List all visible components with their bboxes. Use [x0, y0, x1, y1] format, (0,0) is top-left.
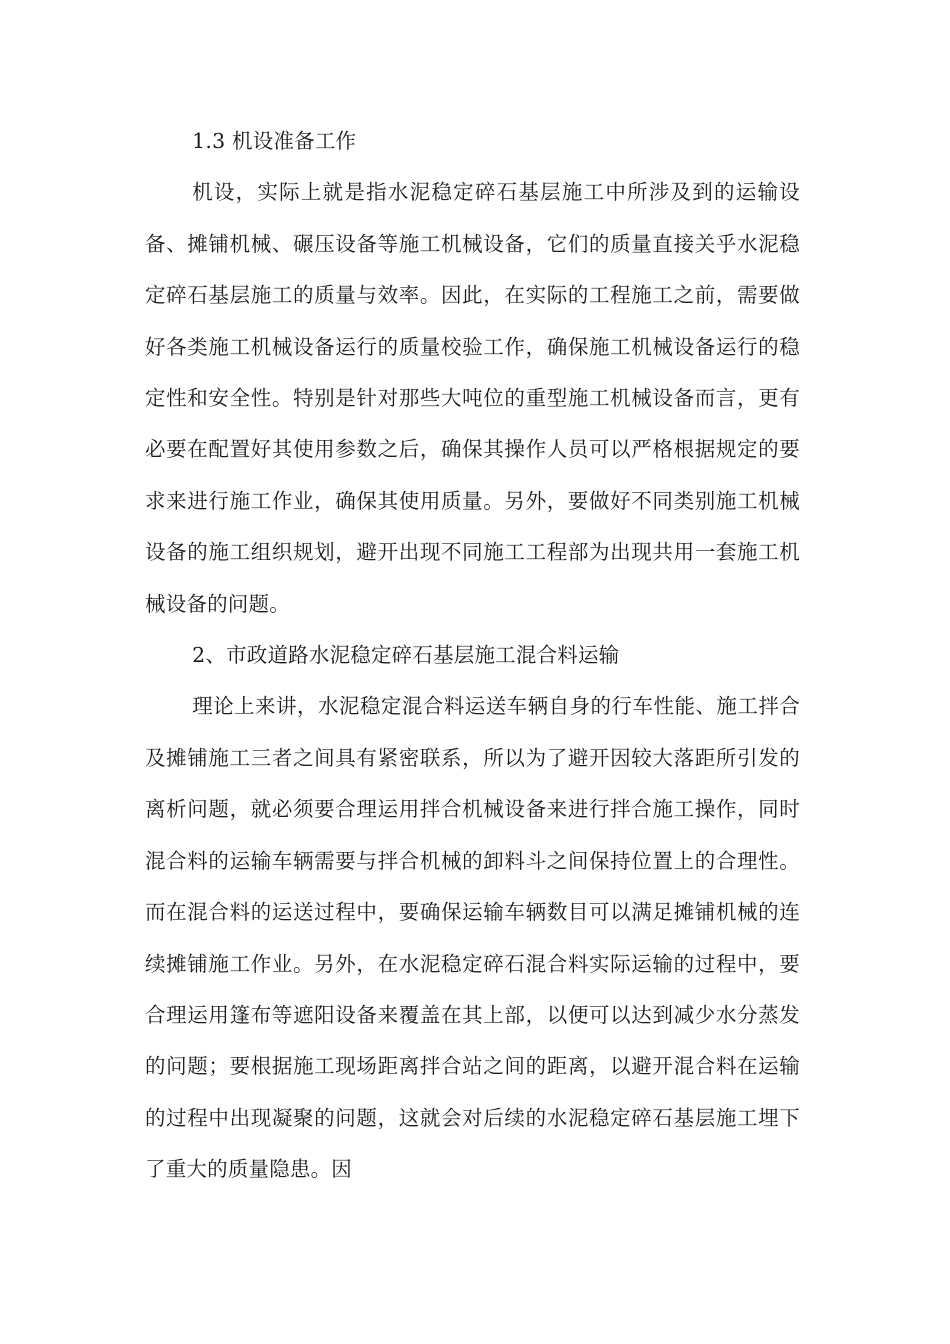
document-body: [145, 116, 800, 1196]
section-heading-1-3: 1.3 机设准备工作: [192, 129, 357, 153]
paragraph-machinery-preparation: 机设，实际上就是指水泥稳定碎石基层施工中所涉及到的运输设备、摊铺机械、碾压设备等施工机械设备，它们的质量直接关乎水泥稳定碎石基层施工的质量与效率。因此，在实际的工程施工之前，需要做好各类施工机械设备运行的质量校验工作，确保施工机械设备运行的稳定性和安全性。特别是针对那些大吨位的重型施工机械设备而言，更有必要在配置好其使用参数之后，确保其操作人员可以严格根据规定的要求来进行施工作业，确保其使用质量。另外，要做好不同类别施工机械设备的施工组织规划，避开出现不同施工工程部为出现共用一套施工机械设备的问题。: [145, 180, 800, 616]
paragraph-mixture-transport: 理论上来讲，水泥稳定混合料运送车辆自身的行车性能、施工拌合及摊铺施工三者之间具有紧密联系，所以为了避开因较大落距所引发的离析问题，就必须要合理运用拌合机械设备来进行拌合施工操作，同时混合料的运输车辆需要与拌合机械的卸料斗之间保持位置上的合理性。而在混合料的运送过程中，要确保运输车辆数目可以满足摊铺机械的连续摊铺施工作业。另外，在水泥稳定碎石混合料实际运输的过程中，要合理运用篷布等遮阳设备来覆盖在其上部，以便可以达到减少水分蒸发的问题；要根据施工现场距离拌合站之间的距离，以避开混合料在运输的过程中出现凝聚的问题，这就会对后续的水泥稳定碎石基层施工埋下了重大的质量隐患。因: [145, 694, 800, 1182]
section-heading-2: 2、市政道路水泥稳定碎石基层施工混合料运输: [192, 643, 620, 668]
